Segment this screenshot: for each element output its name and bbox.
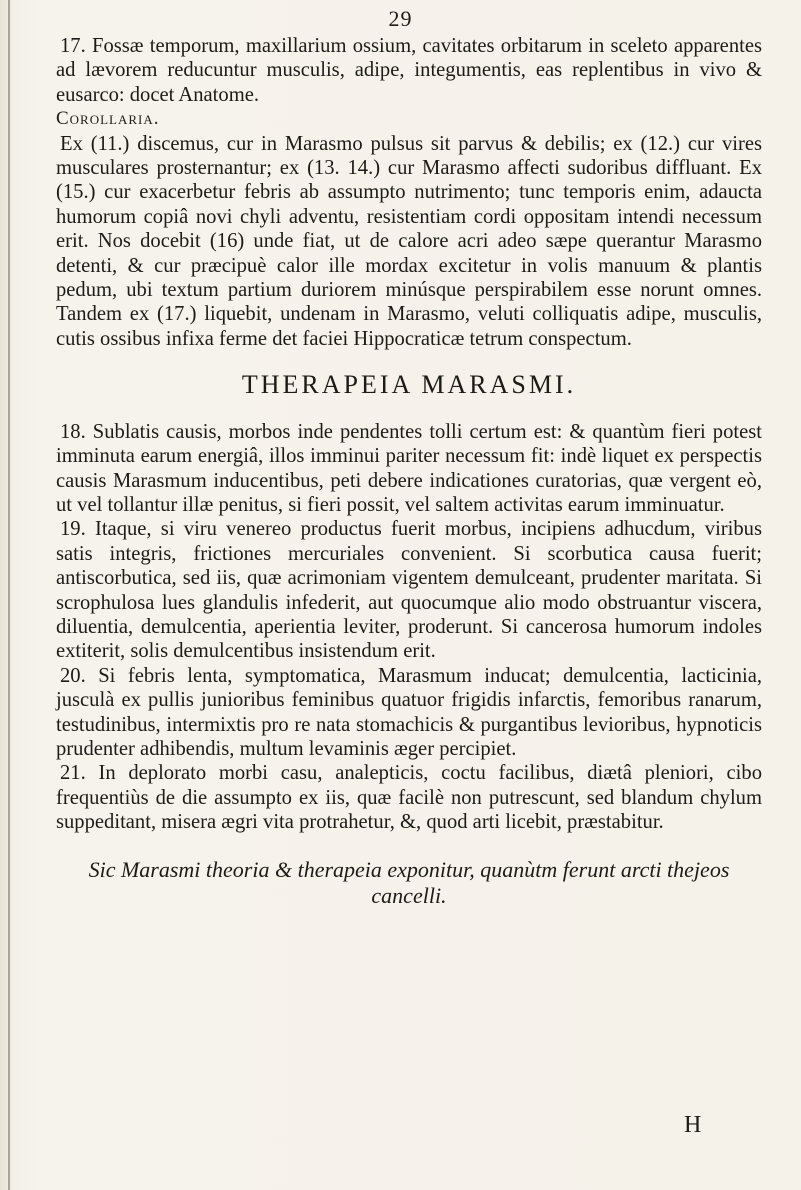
paragraph-19: 19. Itaque, si viru venereo productus fuerit morbus, incipiens adhucdum, viribus satis integris, frictiones mercuriales convenient. Si scorbutica causa fuerit; antiscorbutica, sed iis, quæ acrimoniam vigentem demulceant, prudenter maritata. Si scrophulosa lues glandulis infederit, aut quocumque alio modo obstruantur viscera, diluentia, demulcentia, aperientia leviter, proderunt. Si cancerosa humorum indoles extiterit, solis demulcentibus insistendum erit. <box>56 518 762 663</box>
closing-note: Sic Marasmi theoria & therapeia exponitur, quanùtm ferunt arcti thejeos cancelli. <box>88 856 730 908</box>
paragraph-18: 18. Sublatis causis, morbos inde pendentes tolli certum est: & quantùm fieri potest imminuta earum energiâ, illos imminui pariter necessum fit: indè liquet ex perspectis causis Marasmum inducentibus, peti debere indicationes curatorias, quæ vergent eò, ut vel tollantur illæ penitus, si fieri possit, vel saltem activitas earum imminuatur. <box>56 420 762 516</box>
corollaria-text: Ex (11.) discemus, cur in Marasmo pulsus sit parvus & debilis; ex (12.) cur vires musculares prosternantur; ex (13. 14.) cur Marasmo affecti sudoribus diffluant. Ex (15.) cur exacerbetur febris ab assumpto nutrimento; tunc temporis enim, adaucta humorum copiâ novi chyli adventu, resistentiam cordi oppositam intendi necessum erit. Nos docebit (16) unde fiat, ut de calore acri adeo sæpe querantur Marasmo detenti, & cur præcipuè calor ille mordax excitetur in volis manuum & plantis pedum, ubi textum partium duriorem minúsque perspirabilem esse norunt omnes. Tandem ex (17.) liquebit, undenam in Marasmo, veluti colliquatis adipe, musculis, cutis ossibus infixa ferme det faciei Hippocraticæ tetrum conspectum. <box>56 132 762 350</box>
paragraph-17: 17. Fossæ temporum, maxillarium ossium, cavitates orbitarum in sceleto apparentes ad lævorem reducuntur musculis, adipe, integumentis, eas replentibus in vivo & eusarco: docet Anatome. <box>56 35 762 106</box>
paragraph-20: 20. Si febris lenta, symptomatica, Marasmum inducat; demulcentia, lacticinia, jusculà ex pullis junioribus feminibus quatuor frigidis infarctis, femoribus ranarum, testudinibus, intermixtis pro re nata stomachicis & purgantibus levioribus, hypnoticis prudenter adhibendis, multum levaminis æger percipiet. <box>56 664 762 760</box>
binding-edge <box>8 0 10 1190</box>
corollaria-heading: Corollaria. <box>56 108 160 130</box>
paragraph-21: 21. In deplorato morbi casu, analepticis, coctu facilibus, diætâ pleniori, cibo frequentiùs de die assumpto ex iis, quæ facilè non putrescunt, sed blandum chylum suppeditant, misera ægri vita protrahetur, &, quod arti licebit, præstabitur. <box>56 762 762 834</box>
page-number: 29 <box>388 6 413 31</box>
signature-mark: H <box>684 1112 702 1138</box>
page-text <box>56 34 762 909</box>
section-title: THERAPEIA MARASMI. <box>241 370 577 400</box>
